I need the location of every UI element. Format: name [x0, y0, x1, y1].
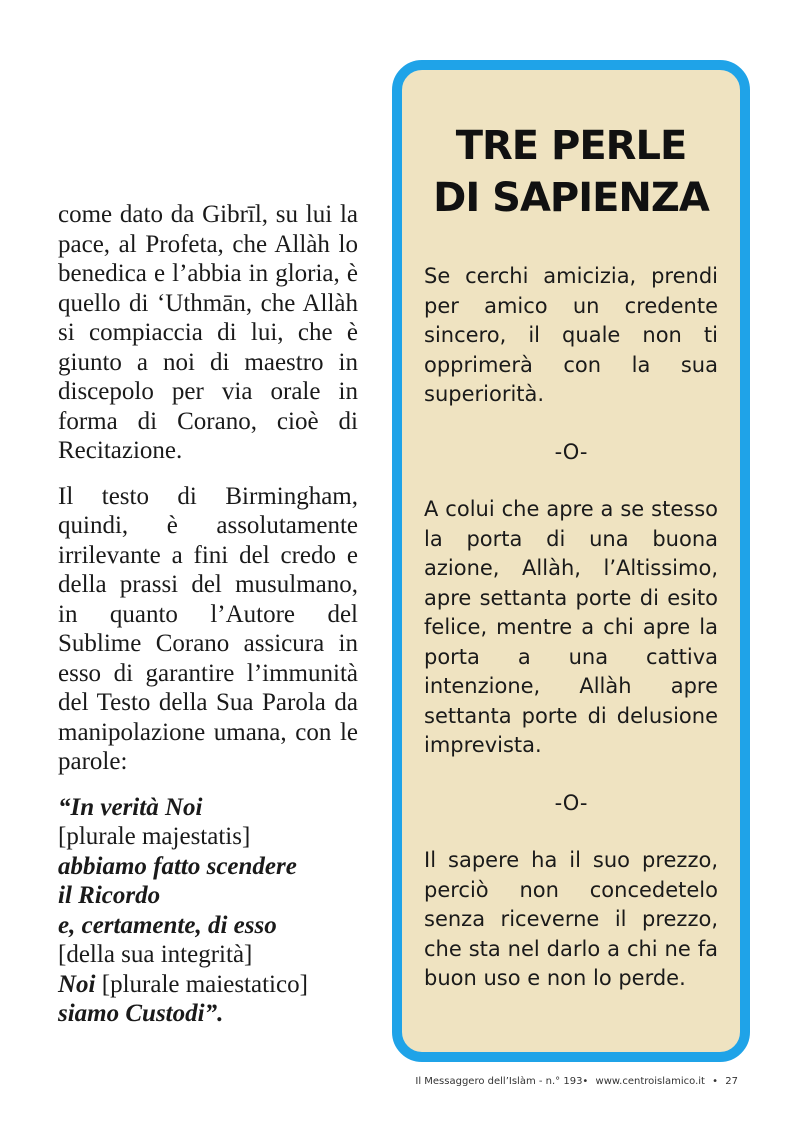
left-column [58, 200, 358, 1029]
verse-line-7-noi: Noi [58, 970, 96, 998]
verse-line-2: [plurale majestatis] [58, 823, 251, 850]
pearl-2: A colui che apre a se stesso la porta di una buona azione, Allàh, l’Altissimo, apre settanta porte di esito felice, mentre a chi apre la porta a una cattiva intenzione, Allàh apre settanta porte di delusione imprevista. [424, 497, 718, 757]
pearl-3: Il sapere ha il suo prezzo, perciò non concedetelo senza riceverne il prezzo, che sta nel darlo a chi ne fa buon uso e non lo perde. [424, 848, 718, 990]
verse-line-8: siamo Custodi”. [58, 1000, 224, 1027]
separator-2: -O- [554, 790, 588, 815]
paragraph-1: come dato da Gibrīl, su lui la pace, al Profeta, che Allàh lo benedica e l’abbia in gloria, è quello di ‘Uthmān, che Allàh si compiaccia di lui, che è giunto a noi di maestro in discepolo per via orale in forma di Corano, cioè di Recitazione. [58, 201, 358, 464]
verse-line-5: e, certamente, di esso [58, 911, 277, 939]
verse-line-7-bracket: [plurale maiestatico] [101, 970, 308, 998]
verse-line-3: abbiamo fatto scendere [58, 852, 297, 880]
verse-line-7 [58, 970, 358, 1000]
pearls-card [392, 60, 750, 1062]
card-title [402, 120, 740, 224]
footer-magazine: Il Messaggero dell’Islàm - n.° 193• [415, 1076, 589, 1087]
paragraph-2: Il testo di Birmingham, quindi, è assolutamente irrilevante a fini del credo e della prassi del musulmano, in quanto l’Autore del Sublime Corano assicura in esso di garantire l’immunità del Testo della Sua Parola da manipolazione umana, con le parole: [58, 482, 358, 775]
quran-verse-quote [58, 793, 358, 1029]
footer-bullet: • [712, 1076, 719, 1087]
card-title-line-1: TRE PERLE [455, 123, 687, 169]
verse-line-4: il Ricordo [58, 882, 161, 909]
page-footer [413, 1076, 740, 1087]
verse-line-1: “In verità Noi [58, 793, 203, 821]
footer-page-number: 27 [725, 1076, 738, 1087]
pearl-1: Se cerchi amicizia, prendi per amico un credente sincero, il quale non ti opprimerà con la sua superiorità. [424, 264, 718, 406]
separator-1: -O- [554, 439, 588, 464]
card-body [424, 262, 718, 994]
card-title-line-2: DI SAPIENZA [433, 175, 709, 221]
footer-website[interactable]: www.centroislamico.it [595, 1076, 705, 1087]
verse-line-6: [della sua integrità] [58, 941, 253, 968]
